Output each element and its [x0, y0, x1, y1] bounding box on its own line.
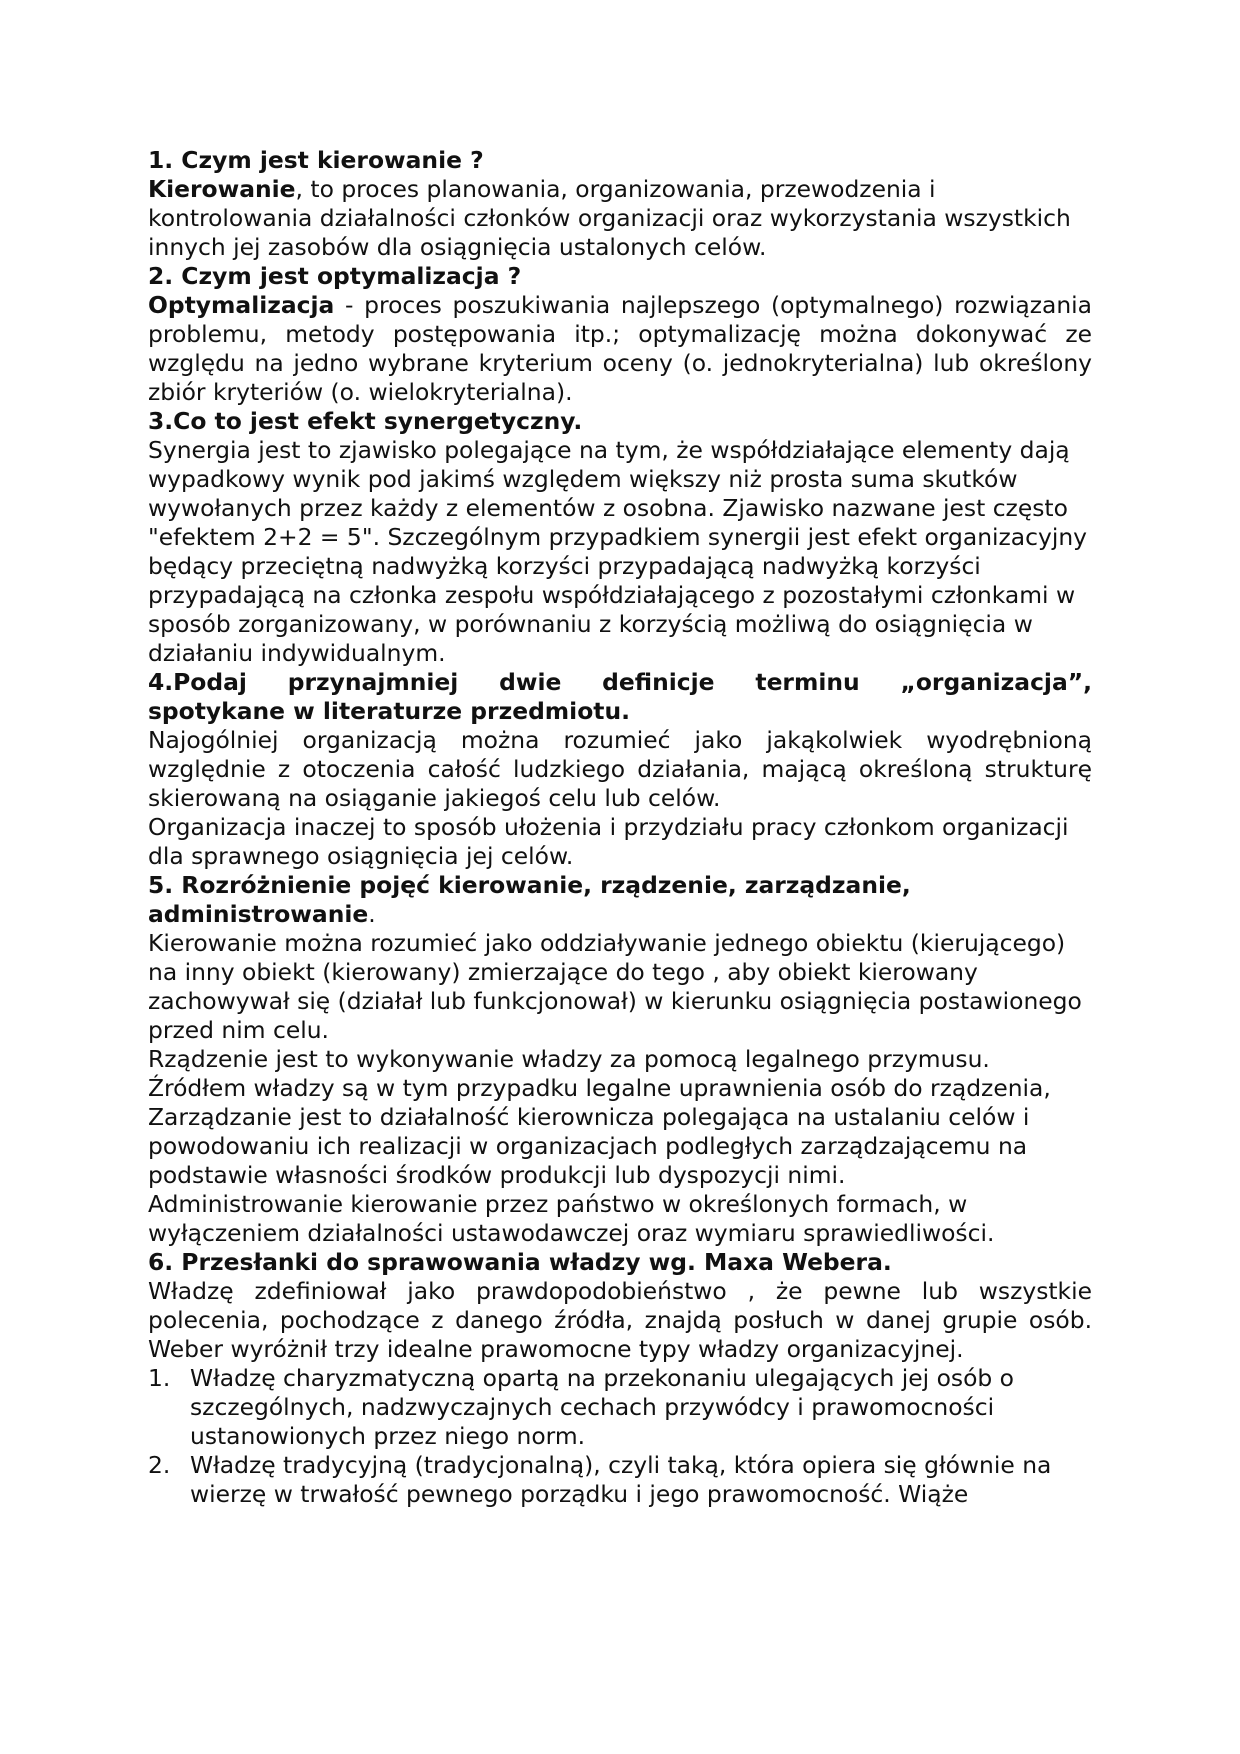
question-heading: 4.Podaj przynajmniej dwie definicje terminu „organizacja”,	[148, 668, 1092, 696]
question-heading: 6. Przesłanki do sprawowania władzy wg. Maxa Webera.	[148, 1248, 892, 1276]
answer-term: Kierowanie	[148, 175, 296, 203]
answer-paragraph: Rządzenie jest to wykonywanie władzy za pomocą legalnego przymusu. Źródłem władzy są w tym przypadku legalne uprawnienia osób do rządzenia,	[148, 1045, 1051, 1102]
answer-paragraph: Kierowanie, to proces planowania, organizowania, przewodzenia i kontrolowania działalności członków organizacji oraz wykorzystania wszystkich innych jej zasobów dla osiągnięcia ustalonych celów.	[148, 175, 1071, 261]
answer-paragraph: Zarządzanie jest to działalność kierownicza polegająca na ustalaniu celów i powodowaniu ich realizacji w organizacjach podległych zarządzającemu na podstawie własności środków produkcji lub dyspozycji nimi.	[148, 1103, 1030, 1189]
answer-paragraph: Administrowanie kierowanie przez państwo w określonych formach, w wyłączeniem działalności ustawodawczej oraz wymiaru sprawiedliwości.	[148, 1190, 995, 1247]
answer-paragraph: Kierowanie można rozumieć jako oddziaływanie jednego obiektu (kierującego) na inny obiekt (kierowany) zmierzające do tego , aby obiekt kierowany zachowywał się (działał lub funkcjonował) w kierunku osiągnięcia postawionego przed nim celu.	[148, 929, 1082, 1044]
answer-paragraph: Optymalizacja - proces poszukiwania najlepszego (optymalnego) rozwiązania problemu, metody postępowania itp.; optymalizację można dokonywać ze względu na jedno wybrane kryterium oceny (o. jednokryterialna) lub określony zbiór kryteriów (o. wielokryterialna).	[148, 291, 1092, 406]
question-heading-continued: spotykane w literaturze przedmiotu.	[148, 697, 630, 725]
list-item-number: 2.	[148, 1451, 171, 1479]
answer-paragraph: Organizacja inaczej to sposób ułożenia i przydziału pracy członkom organizacji dla sprawnego osiągnięcia jej celów.	[148, 813, 1069, 870]
section-q3	[148, 407, 1092, 668]
section-q2	[148, 262, 1092, 407]
question-heading: 3.Co to jest efekt synergetyczny.	[148, 407, 583, 435]
list-item-text: Władzę charyzmatyczną opartą na przekonaniu ulegających jej osób o szczególnych, nadzwyczajnych cechach przywódcy i prawomocności ustanowionych przez niego norm.	[190, 1364, 1014, 1450]
numbered-list	[148, 1364, 1092, 1509]
section-q1	[148, 146, 1092, 262]
list-item-number: 1.	[148, 1364, 171, 1392]
list-item	[148, 1364, 1092, 1451]
section-q5	[148, 871, 1092, 1248]
answer-paragraph: Najogólniej organizacją można rozumieć jako jakąkolwiek wyodrębnioną względnie z otoczenia całość ludzkiego działania, mającą określoną strukturę skierowaną na osiąganie jakiegoś celu lub celów.	[148, 726, 1092, 812]
list-item	[148, 1451, 1092, 1509]
document-page	[148, 146, 1092, 1509]
question-heading: 2. Czym jest optymalizacja ?	[148, 262, 522, 290]
question-heading: 1. Czym jest kierowanie ?	[148, 146, 484, 174]
question-heading: 5. Rozróżnienie pojęć kierowanie, rządzenie, zarządzanie, administrowanie.	[148, 871, 911, 928]
section-q4	[148, 668, 1092, 871]
answer-paragraph: Władzę zdefiniował jako prawdopodobieństwo , że pewne lub wszystkie polecenia, pochodzące z danego źródła, znajdą posłuch w danej grupie osób. Weber wyróżnił trzy idealne prawomocne typy władzy organizacyjnej.	[148, 1277, 1092, 1363]
section-q6	[148, 1248, 1092, 1509]
answer-term: Optymalizacja	[148, 291, 335, 319]
list-item-text: Władzę tradycyjną (tradycjonalną), czyli taką, która opiera się głównie na wierzę w trwałość pewnego porządku i jego prawomocność. Wiąże	[190, 1451, 1052, 1508]
answer-paragraph: Synergia jest to zjawisko polegające na tym, że współdziałające elementy dają wypadkowy wynik pod jakimś względem większy niż prosta suma skutków wywołanych przez każdy z elementów z osobna. Zjawisko nazwane jest często "efektem 2+2 = 5". Szczególnym przypadkiem synergii jest efekt organizacyjny będący przeciętną nadwyżką korzyści przypadającą nadwyżką korzyści przypadającą na członka zespołu współdziałającego z pozostałymi członkami w sposób zorganizowany, w porównaniu z korzyścią możliwą do osiągnięcia w działaniu indywidualnym.	[148, 436, 1087, 667]
